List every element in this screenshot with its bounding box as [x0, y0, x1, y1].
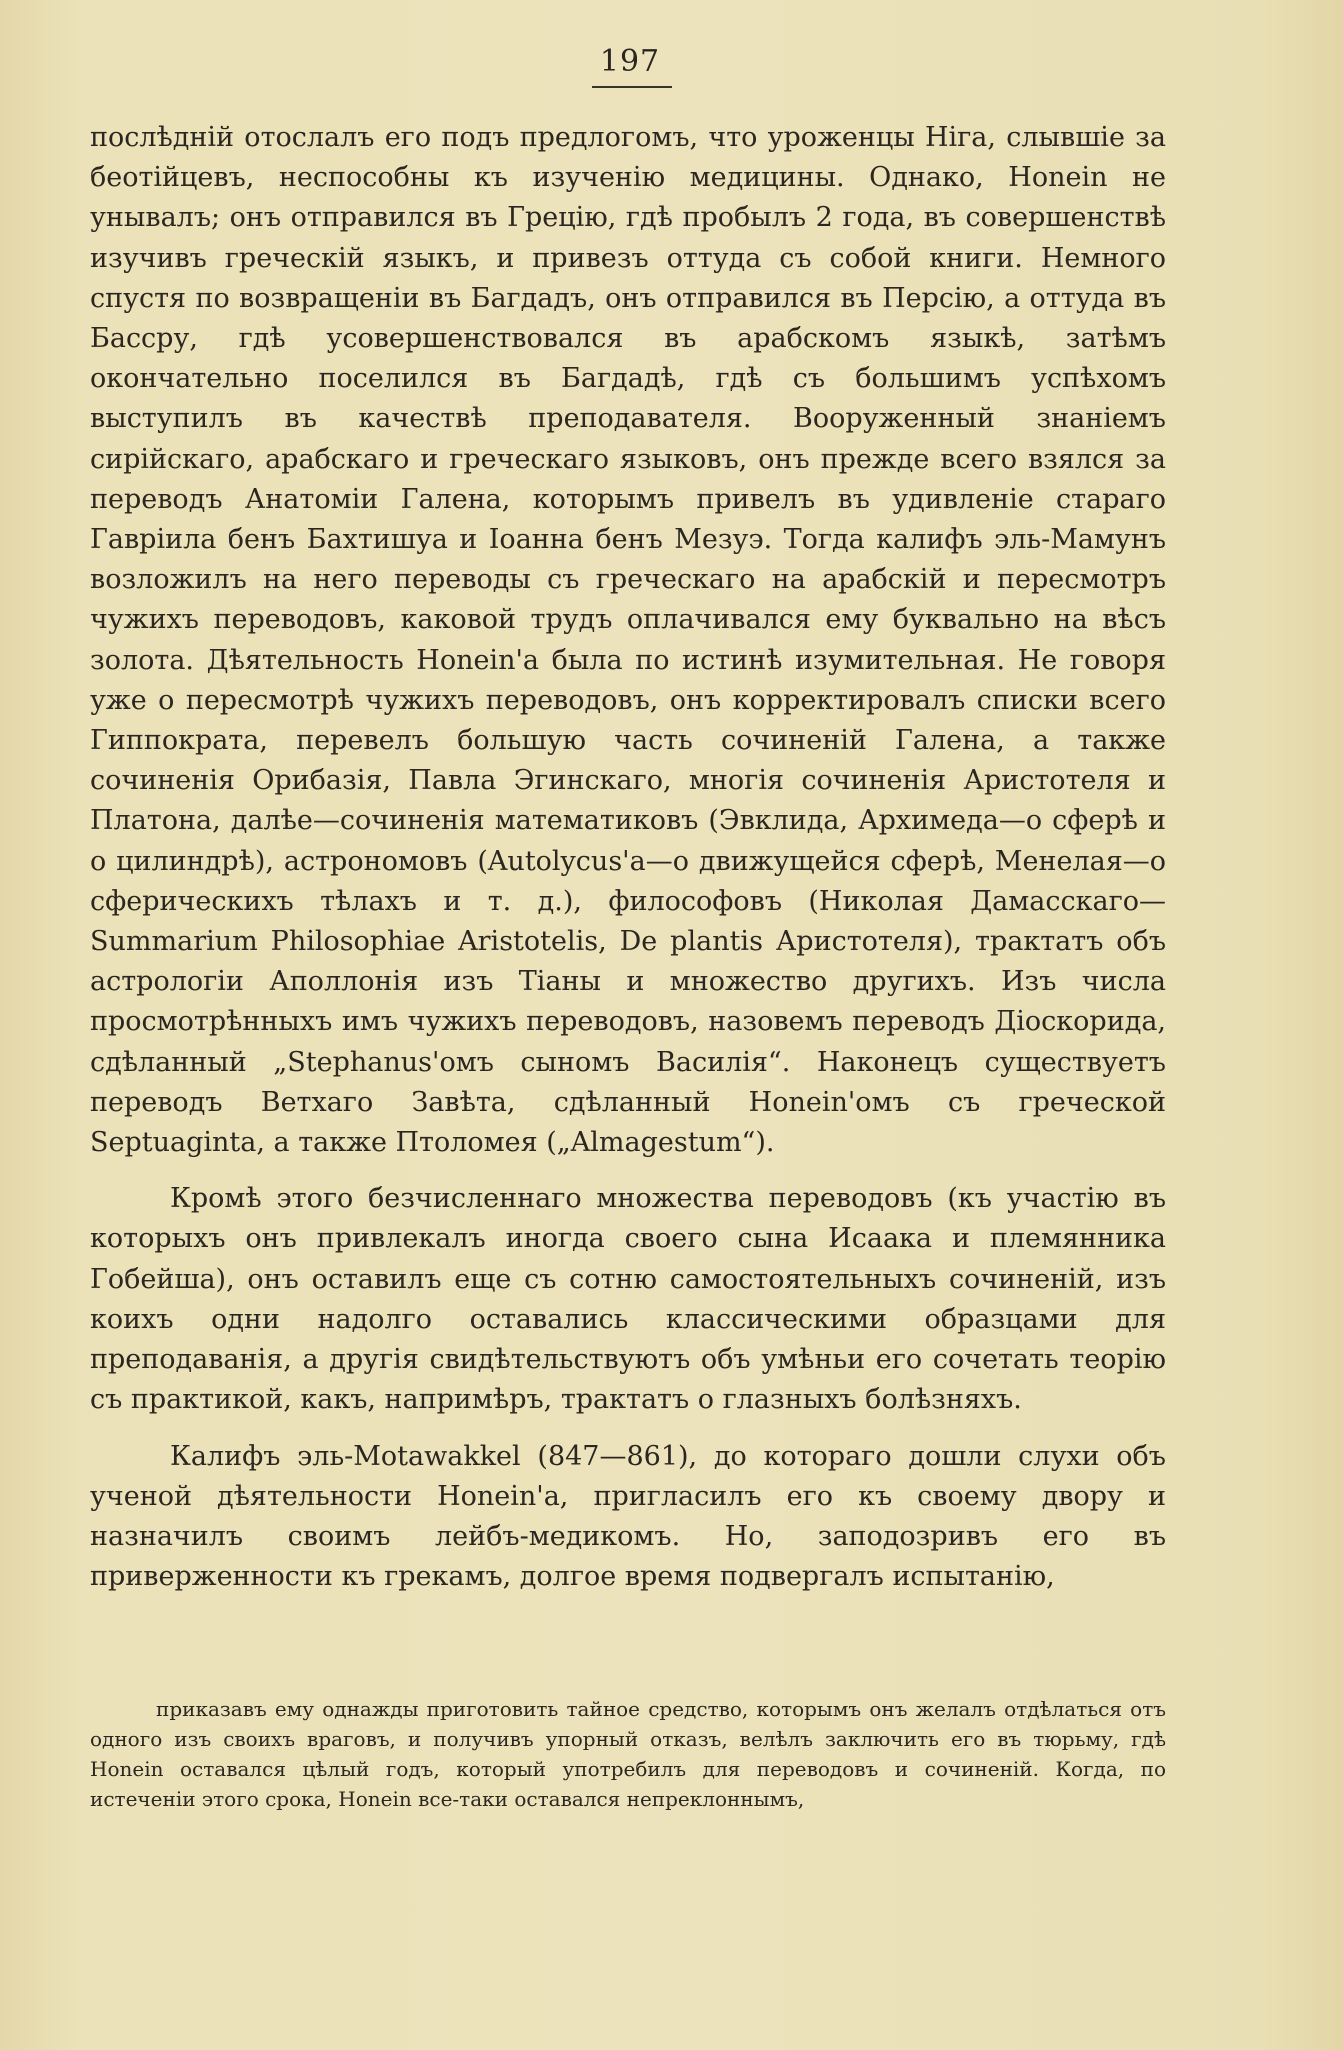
main-text	[90, 118, 1166, 1597]
footnote-text: приказавъ ему однажды приготовить тайное средство, которымъ онъ желалъ отдѣлаться отъ одного изъ своихъ враговъ, и получивъ упорный отказъ, велѣлъ заключить его въ тюрьму, гдѣ Honein оставался цѣлый годъ, который употребилъ для переводовъ и сочиненій. Когда, по истеченіи этого срока, Honein все-таки оставался непреклоннымъ,	[90, 1697, 1166, 1811]
page-number: 197	[599, 44, 661, 79]
paragraph-3: Калифъ эль-Motawakkel (847—861), до котораго дошли слухи объ ученой дѣятельности Honein'а, пригласилъ его къ своему двору и назначилъ своимъ лейбъ-медикомъ. Но, заподозривъ его въ приверженности къ грекамъ, долгое время подвергалъ испытанію,	[90, 1440, 1166, 1593]
paragraph-1: послѣдній отослалъ его подъ предлогомъ, что уроженцы Ніга, слывшіе за беотійцевъ, неспособны къ изученію медицины. Однако, Honein не унывалъ; онъ отправился въ Грецію, гдѣ пробылъ 2 года, въ совершенствѣ изучивъ греческій языкъ, и привезъ оттуда съ собой книги. Немного спустя по возвращеніи въ Багдадъ, онъ отправился въ Персію, а оттуда въ Бассру, гдѣ усовершенствовался въ арабскомъ языкѣ, затѣмъ окончательно поселился въ Багдадѣ, гдѣ съ большимъ успѣхомъ выступилъ въ качествѣ преподавателя. Вооруженный знаніемъ сирійскаго, арабскаго и греческаго языковъ, онъ прежде всего взялся за переводъ Анатоміи Галена, которымъ привелъ въ удивленіе стараго Гавріила бенъ Бахтишуа и Іоанна бенъ Мезуэ. Тогда калифъ эль-Мамунъ возложилъ на него переводы съ греческаго на арабскій и пересмотръ чужихъ переводовъ, каковой трудъ оплачивался ему буквально на вѣсъ золота. Дѣятельность Honein'а была по истинѣ изумительная. Не говоря уже о пересмотрѣ чужихъ переводовъ, онъ корректировалъ списки всего Гиппократа, перевелъ большую часть сочиненій Галена, а также сочиненія Орибазія, Павла Эгинскаго, многія сочиненія Аристотеля и Платона, далѣе—сочиненія математиковъ (Эвклида, Архимеда—о сферѣ и о цилиндрѣ), астрономовъ (Autolycus'а—о движущейся сферѣ, Менелая—о сферическихъ тѣлахъ и т. д.), философовъ (Николая Дамасскаго—Summarium Philosophiae Aristotelis, De plantis Аристотеля), трактатъ объ астрологіи Аполлонія изъ Тіаны и множество другихъ. Изъ числа просмотрѣнныхъ имъ чужихъ переводовъ, назовемъ переводъ Діоскорида, сдѣланный „Stephanus'омъ сыномъ Василія“. Наконецъ существуетъ переводъ Ветхаго Завѣта, сдѣланный Honein'омъ съ греческой Septuaginta, а также Птоломея („Almagestum“).	[90, 122, 1166, 1159]
paragraph-2: Кромѣ этого безчисленнаго множества переводовъ (къ участію въ которыхъ онъ привлекалъ иногда своего сына Исаака и племянника Гобейша), онъ оставилъ еще съ сотню самостоятельныхъ сочиненій, изъ коихъ одни надолго оставались классическими образцами для преподаванія, а другія свидѣтельствуютъ объ умѣньи его сочетать теорію съ практикой, какъ, напримѣръ, трактатъ о глазныхъ болѣзняхъ.	[90, 1183, 1166, 1416]
page-number-underline	[592, 86, 672, 88]
